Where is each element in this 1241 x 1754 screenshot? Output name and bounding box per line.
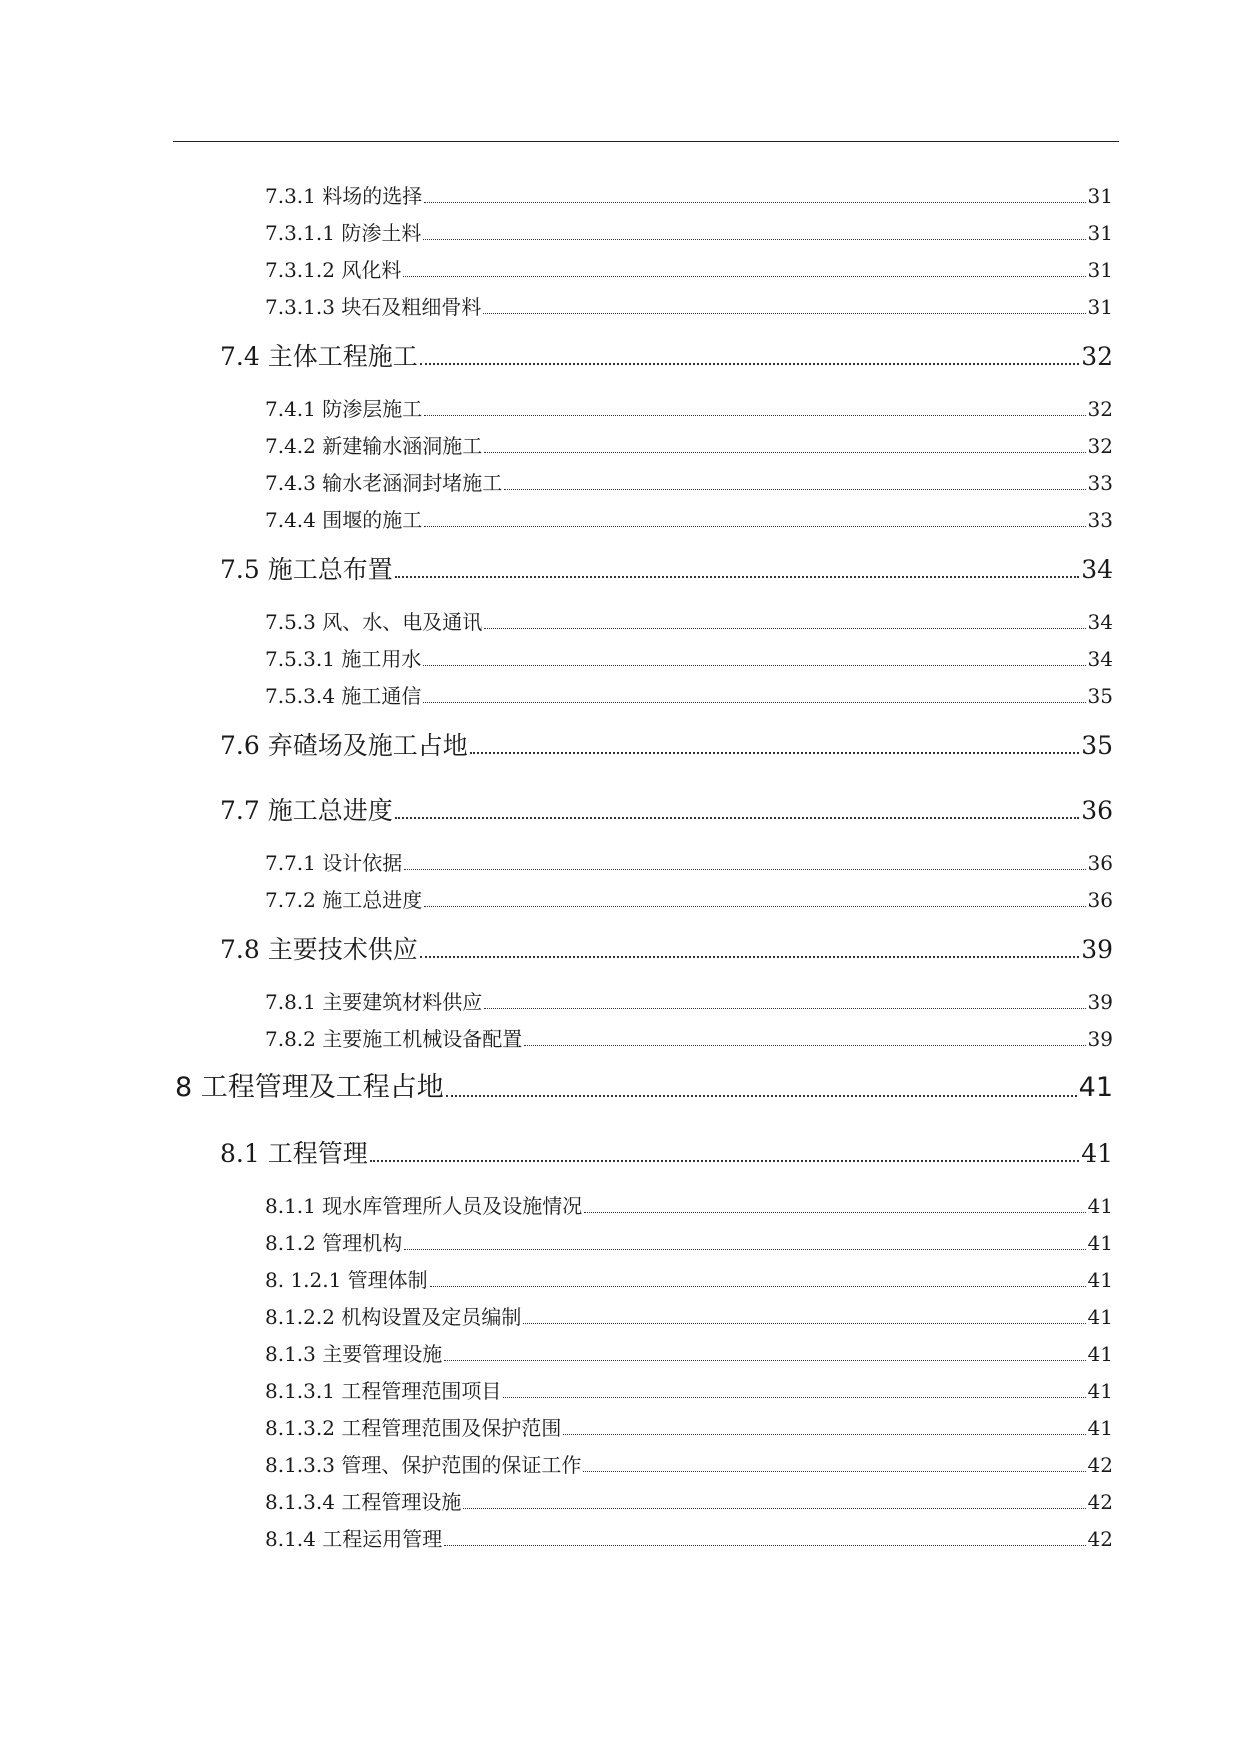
toc-entry-label: 7.7 施工总进度	[220, 796, 393, 825]
dot-leader	[404, 1233, 1085, 1253]
toc-entry-label: 8.1 工程管理	[220, 1139, 368, 1168]
toc-entry-page: 36	[1081, 796, 1113, 825]
toc-entry-label: 7.5.3.1 施工用水	[265, 647, 422, 671]
toc-entry-page: 32	[1081, 342, 1113, 371]
toc-entry-label: 7.4.2 新建输水涵洞施工	[265, 434, 483, 458]
dot-leader	[523, 1307, 1085, 1327]
toc-entry[interactable]	[265, 1196, 1113, 1216]
dot-leader	[503, 1381, 1085, 1401]
toc-entry-label: 8.1.4 工程运用管理	[265, 1527, 443, 1551]
dot-leader	[424, 186, 1085, 206]
dot-leader	[470, 733, 1079, 758]
dot-leader	[484, 612, 1085, 632]
toc-entry-page: 31	[1087, 295, 1113, 319]
toc-entry-label: 7.4.3 输水老涵洞封堵施工	[265, 471, 503, 495]
toc-entry-label: 8.1.3.2 工程管理范围及保护范围	[265, 1416, 562, 1440]
dot-leader	[563, 1418, 1085, 1438]
dot-leader	[444, 1344, 1085, 1364]
toc-entry[interactable]	[265, 1492, 1113, 1512]
toc-entry-page: 31	[1087, 221, 1113, 245]
toc-entry[interactable]	[265, 1307, 1113, 1327]
dot-leader	[404, 853, 1085, 873]
toc-entry-page: 42	[1087, 1490, 1113, 1514]
toc-entry[interactable]	[265, 853, 1113, 873]
toc-entry-page: 31	[1087, 258, 1113, 282]
toc-entry-page: 36	[1087, 888, 1113, 912]
toc-entry-label: 8.1.2 管理机构	[265, 1231, 403, 1255]
toc-entry[interactable]	[265, 686, 1113, 706]
toc-entry[interactable]	[265, 1529, 1113, 1549]
dot-leader	[370, 1141, 1079, 1166]
toc-entry[interactable]	[265, 890, 1113, 910]
toc-entry-label: 7.7.2 施工总进度	[265, 888, 423, 912]
toc-entry[interactable]	[265, 260, 1113, 280]
toc-entry-label: 7.8 主要技术供应	[220, 935, 418, 964]
toc-entry[interactable]	[265, 297, 1113, 317]
toc-entry-label: 7.4 主体工程施工	[220, 342, 418, 371]
dot-leader	[420, 344, 1079, 369]
toc-entry-page: 39	[1087, 1027, 1113, 1051]
toc-entry[interactable]	[265, 1381, 1113, 1401]
toc-entry-page: 41	[1078, 1072, 1113, 1103]
toc-entry-label: 8.1.3.3 管理、保护范围的保证工作	[265, 1453, 582, 1477]
toc-entry[interactable]	[265, 1418, 1113, 1438]
toc-entry-label: 7.5 施工总布置	[220, 555, 393, 584]
toc-entry-page: 42	[1087, 1527, 1113, 1551]
dot-leader	[424, 399, 1085, 419]
toc-entry[interactable]	[220, 344, 1113, 369]
toc-entry[interactable]	[220, 733, 1113, 758]
toc-entry-label: 7.3.1.3 块石及粗细骨料	[265, 295, 482, 319]
toc-entry-label: 7.3.1.1 防渗土料	[265, 221, 422, 245]
toc-entry-page: 33	[1087, 508, 1113, 532]
toc-entry-page: 34	[1081, 555, 1113, 584]
toc-entry-label: 8.1.3.1 工程管理范围项目	[265, 1379, 502, 1403]
dot-leader	[583, 1455, 1085, 1475]
dot-leader	[395, 557, 1079, 582]
toc-entry-page: 34	[1087, 647, 1113, 671]
toc-entry-label: 7.7.1 设计依据	[265, 851, 403, 875]
toc-entry[interactable]	[220, 1141, 1113, 1166]
toc-entry-page: 32	[1087, 434, 1113, 458]
toc-entry[interactable]	[265, 1270, 1113, 1290]
toc-entry-label: 7.5.3 风、水、电及通讯	[265, 610, 483, 634]
toc-entry-page: 35	[1087, 684, 1113, 708]
toc-entry[interactable]	[265, 186, 1113, 206]
toc-entry-page: 41	[1087, 1194, 1113, 1218]
toc-entry[interactable]	[265, 1029, 1113, 1049]
dot-leader	[403, 260, 1085, 280]
toc-entry-page: 34	[1087, 610, 1113, 634]
toc-entry-label: 7.4.1 防渗层施工	[265, 397, 423, 421]
toc-entry[interactable]	[265, 436, 1113, 456]
toc-entry-page: 41	[1087, 1379, 1113, 1403]
toc-entry-label: 8.1.3.4 工程管理设施	[265, 1490, 462, 1514]
toc-entry[interactable]	[265, 1233, 1113, 1253]
toc-entry-page: 41	[1081, 1139, 1113, 1168]
dot-leader	[424, 890, 1085, 910]
toc-entry[interactable]	[265, 399, 1113, 419]
toc-entry-label: 7.3.1.2 风化料	[265, 258, 402, 282]
toc-entry-label: 7.5.3.4 施工通信	[265, 684, 422, 708]
dot-leader	[504, 473, 1085, 493]
toc-entry-page: 33	[1087, 471, 1113, 495]
toc-entry[interactable]	[265, 223, 1113, 243]
toc-entry-label: 7.3.1 料场的选择	[265, 184, 423, 208]
dot-leader	[395, 798, 1079, 823]
toc-entry-page: 41	[1087, 1416, 1113, 1440]
toc-entry-page: 31	[1087, 184, 1113, 208]
toc-entry-page: 41	[1087, 1268, 1113, 1292]
toc-entry-page: 41	[1087, 1342, 1113, 1366]
dot-leader	[423, 223, 1085, 243]
dot-leader	[430, 1270, 1086, 1290]
toc-entry-page: 39	[1081, 935, 1113, 964]
toc-entry[interactable]	[265, 649, 1113, 669]
toc-entry-page: 42	[1087, 1453, 1113, 1477]
dot-leader	[423, 686, 1085, 706]
dot-leader	[584, 1196, 1085, 1216]
toc-entry[interactable]	[265, 473, 1113, 493]
toc-entry[interactable]	[265, 992, 1113, 1012]
toc-entry[interactable]	[220, 937, 1113, 962]
toc-entry-label: 8.1.2.2 机构设置及定员编制	[265, 1305, 522, 1329]
dot-leader	[524, 1029, 1085, 1049]
toc-entry-page: 41	[1087, 1305, 1113, 1329]
toc-entry[interactable]	[265, 1455, 1113, 1475]
toc-entry-label: 8.1.1 现水库管理所人员及设施情况	[265, 1194, 583, 1218]
dot-leader	[484, 436, 1085, 456]
dot-leader	[423, 649, 1085, 669]
dot-leader	[484, 992, 1085, 1012]
dot-leader	[446, 1074, 1077, 1101]
toc-entry[interactable]	[220, 557, 1113, 582]
toc-entry[interactable]	[265, 1344, 1113, 1364]
toc-entry[interactable]	[265, 510, 1113, 530]
dot-leader	[424, 510, 1085, 530]
toc-entry-label: 8 工程管理及工程占地	[175, 1072, 444, 1103]
toc-entry-label: 7.4.4 围堰的施工	[265, 508, 423, 532]
toc-entry-label: 7.8.1 主要建筑材料供应	[265, 990, 483, 1014]
toc-entry-label: 8.1.3 主要管理设施	[265, 1342, 443, 1366]
toc-entry[interactable]	[175, 1074, 1113, 1101]
toc-entry-label: 7.8.2 主要施工机械设备配置	[265, 1027, 523, 1051]
dot-leader	[444, 1529, 1085, 1549]
dot-leader	[483, 297, 1085, 317]
toc-entry-page: 41	[1087, 1231, 1113, 1255]
toc-entry[interactable]	[265, 612, 1113, 632]
toc-entry[interactable]	[220, 798, 1113, 823]
toc-entry-page: 36	[1087, 851, 1113, 875]
toc-entry-label: 8. 1.2.1 管理体制	[265, 1268, 428, 1292]
toc-entry-label: 7.6 弃碴场及施工占地	[220, 731, 468, 760]
dot-leader	[463, 1492, 1085, 1512]
toc-entry-page: 32	[1087, 397, 1113, 421]
dot-leader	[420, 937, 1079, 962]
toc-entry-page: 35	[1081, 731, 1113, 760]
toc-entry-page: 39	[1087, 990, 1113, 1014]
